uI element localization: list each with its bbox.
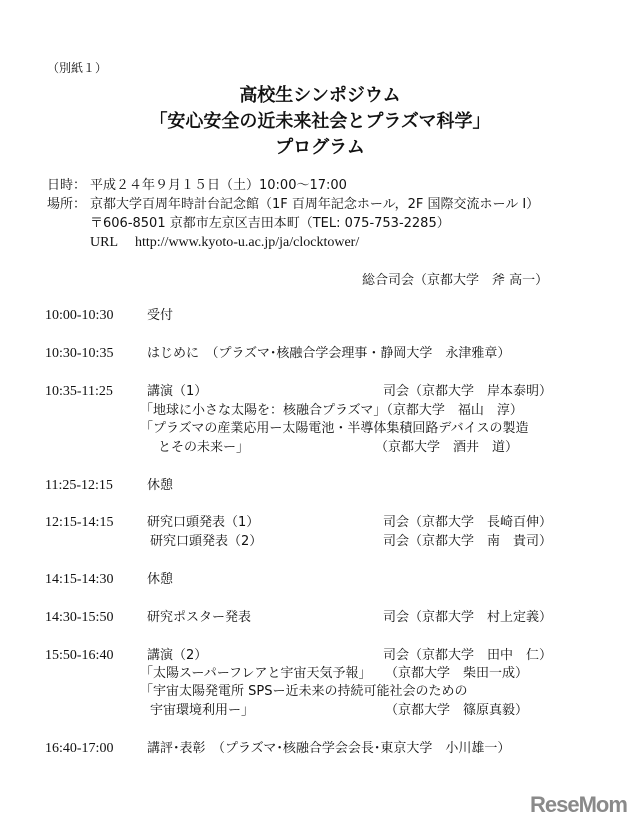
time-slot: 12:15-14:15 — [45, 515, 114, 530]
session-title: 受付 — [147, 308, 174, 323]
time-slot: 14:30-15:50 — [45, 610, 114, 625]
talk-title: 宇宙環境利用ー」 — [150, 703, 255, 718]
session-chair: 司会（京都大学 岸本泰明） — [383, 384, 553, 399]
speaker-affiliation: （京都大学 柴田一成） — [385, 666, 529, 681]
time-slot: 11:25-12:15 — [45, 478, 113, 493]
session-title: 研究口頭発表（2） — [150, 534, 263, 549]
time-slot: 15:50-16:40 — [45, 648, 114, 663]
general-chair: 総合司会（京都大学 斧 高一） — [362, 273, 549, 288]
talk-title: 「宇宙太陽発電所 SPSー近未来の持続可能社会のための — [140, 684, 468, 699]
title-line-2: 「安心安全の近未来社会とプラズマ科学」 — [149, 111, 491, 132]
talk-title: 「太陽スーパーフレアと宇宙天気予報」 — [140, 666, 372, 681]
venue-label: 場所： — [47, 197, 87, 212]
session-chair: 司会（京都大学 長崎百伸） — [383, 515, 553, 530]
url-link[interactable]: http://www.kyoto-u.ac.jp/ja/clocktower/ — [135, 235, 360, 250]
date-label: 日時： — [47, 178, 87, 193]
title-line-3: プログラム — [275, 137, 365, 158]
time-slot: 10:00-10:30 — [45, 308, 114, 323]
venue-value: 京都大学百周年時計台記念館（1F 百周年記念ホール，2F 国際交流ホール I） — [90, 197, 540, 212]
session-title: はじめに （プラズマ･核融合学会理事・静岡大学 永津雅章） — [147, 346, 511, 361]
url-label: URL — [90, 235, 118, 250]
speaker-affiliation: （京都大学 酒井 道） — [375, 440, 519, 455]
session-chair: 司会（京都大学 村上定義） — [383, 610, 553, 625]
time-slot: 16:40-17:00 — [45, 741, 114, 756]
session-chair: 司会（京都大学 南 貴司） — [383, 534, 553, 549]
session-title: 講演（1） — [147, 384, 208, 399]
talk-title: とその未来ー」 — [158, 440, 250, 455]
time-slot: 14:15-14:30 — [45, 572, 114, 587]
resemom-watermark-logo: ReseMom — [530, 792, 627, 817]
attachment-label: （別紙１） — [47, 61, 108, 75]
address: 〒606-8501 京都市左京区吉田本町（TEL: 075-753-2285） — [90, 216, 450, 231]
session-title: 休憩 — [147, 572, 174, 587]
talk-title: 「プラズマの産業応用ー太陽電池・半導体集積回路デバイスの製造 — [140, 421, 529, 436]
title-line-1: 高校生シンポジウム — [239, 85, 401, 106]
session-chair: 司会（京都大学 田中 仁） — [383, 648, 553, 663]
session-title: 研究口頭発表（1） — [147, 515, 260, 530]
session-title: 講評･表彰 （プラズマ･核融合学会会長･東京大学 小川雄一） — [147, 741, 511, 756]
session-title: 講演（2） — [147, 648, 208, 663]
session-title: 研究ポスター発表 — [147, 610, 252, 625]
speaker-affiliation: （京都大学 篠原真毅） — [385, 703, 529, 718]
session-title: 休憩 — [147, 478, 174, 493]
time-slot: 10:30-10:35 — [45, 346, 114, 361]
talk-title: 「地球に小さな太陽を：核融合プラズマ」（京都大学 福山 淳） — [140, 403, 523, 418]
date-value: 平成２４年９月１５日（土）10:00～17:00 — [90, 178, 347, 193]
time-slot: 10:35-11:25 — [45, 384, 113, 399]
